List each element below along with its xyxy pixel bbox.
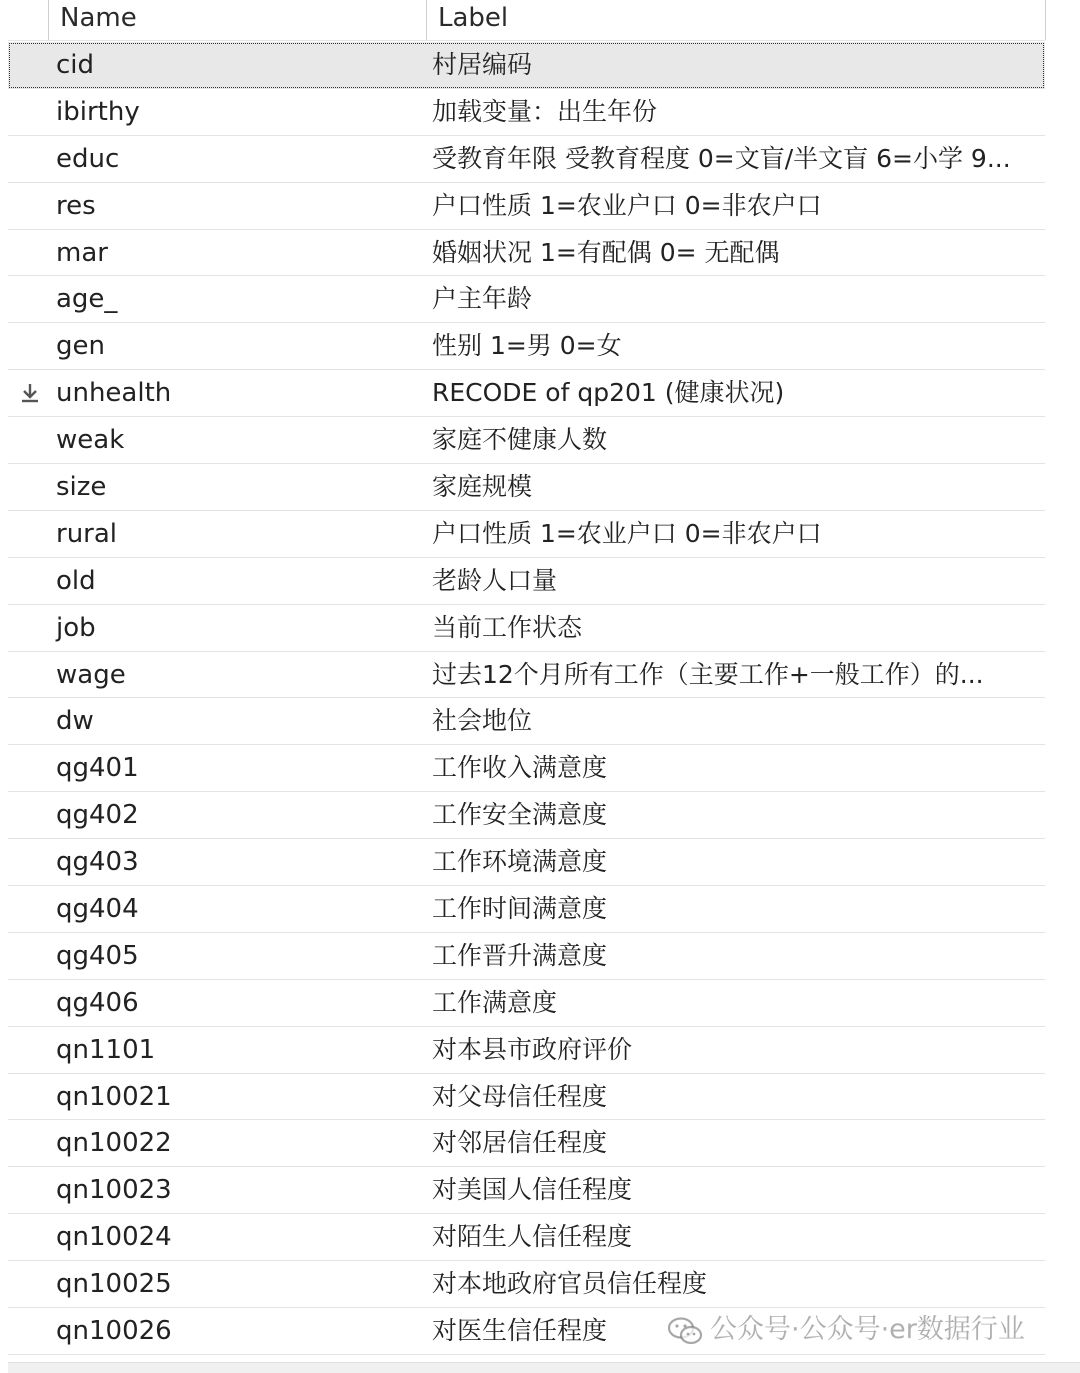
variable-row[interactable] (8, 886, 1045, 933)
variable-row[interactable] (8, 89, 1045, 136)
variable-label-cell[interactable]: 工作时间满意度 (432, 894, 608, 924)
variable-label-cell[interactable]: 加载变量：出生年份 (432, 96, 658, 126)
variable-label-cell[interactable]: 户口性质 1=农业户口 0=非农户口 (432, 518, 822, 548)
variable-label-cell[interactable]: 工作晋升满意度 (432, 940, 608, 970)
variable-row[interactable] (8, 1167, 1045, 1214)
variable-label-cell[interactable]: 家庭规模 (432, 472, 533, 502)
variable-name-cell[interactable]: qg406 (56, 987, 139, 1018)
header-right-border (1045, 0, 1046, 40)
variable-name-cell[interactable]: age_ (56, 284, 118, 315)
grid-header (8, 0, 1045, 41)
variable-row[interactable] (8, 230, 1045, 277)
variable-row[interactable] (8, 511, 1045, 558)
variable-label-cell[interactable]: 对医生信任程度 (432, 1316, 608, 1346)
variable-name-cell[interactable]: qg402 (56, 800, 139, 831)
variable-label-cell[interactable]: RECODE of qp201 (健康状况) (432, 378, 785, 408)
variable-label-cell[interactable]: 工作环境满意度 (432, 847, 608, 877)
variable-label-cell[interactable]: 户主年龄 (432, 284, 533, 314)
variable-name-cell[interactable]: old (56, 565, 96, 596)
variable-name-cell[interactable]: ibirthy (56, 96, 140, 127)
variable-row[interactable] (8, 42, 1045, 89)
variable-name-cell[interactable]: educ (56, 143, 120, 174)
variable-name-cell[interactable]: size (56, 472, 107, 503)
variable-name-cell[interactable]: job (56, 612, 96, 643)
variable-label-cell[interactable]: 性别 1=男 0=女 (432, 331, 622, 361)
variable-row[interactable] (8, 745, 1045, 792)
variable-name-cell[interactable]: qn10021 (56, 1081, 172, 1112)
variable-row[interactable] (8, 558, 1045, 605)
variable-name-cell[interactable]: res (56, 190, 96, 221)
variable-name-cell[interactable]: qn10022 (56, 1128, 172, 1159)
variable-row[interactable] (8, 417, 1045, 464)
variable-label-cell[interactable]: 对本县市政府评价 (432, 1034, 633, 1064)
variable-row[interactable] (8, 370, 1045, 417)
row-gutter (0, 42, 8, 1372)
variable-row[interactable] (8, 933, 1045, 980)
variable-name-cell[interactable]: qn10023 (56, 1175, 172, 1206)
variable-name-cell[interactable]: qg405 (56, 940, 139, 971)
variable-row[interactable] (8, 1074, 1045, 1121)
variable-name-cell[interactable]: qg404 (56, 894, 139, 925)
variable-label-cell[interactable]: 村居编码 (432, 50, 533, 79)
watermark-text: 公众号·公众号·er数据行业 (710, 1314, 1025, 1345)
variable-label-cell[interactable]: 家庭不健康人数 (432, 425, 608, 455)
variable-label-cell[interactable]: 老龄人口量 (432, 565, 558, 595)
horizontal-scrollbar[interactable] (8, 1362, 1080, 1373)
variable-name-cell[interactable]: mar (56, 237, 108, 268)
wechat-icon (668, 1317, 702, 1345)
header-divider[interactable] (426, 0, 427, 40)
download-arrow-icon (18, 381, 42, 405)
variable-row[interactable] (8, 323, 1045, 370)
variable-row[interactable] (8, 1261, 1045, 1308)
variable-row[interactable] (8, 136, 1045, 183)
variable-label-cell[interactable]: 户口性质 1=农业户口 0=非农户口 (432, 190, 822, 220)
variable-row[interactable] (8, 698, 1045, 745)
variable-label-cell[interactable]: 受教育年限 受教育程度 0=文盲/半文盲 6=小学 9... (432, 143, 1011, 173)
variable-name-cell[interactable]: qn10025 (56, 1269, 172, 1300)
variable-label-cell[interactable]: 工作收入满意度 (432, 753, 608, 783)
variable-rows (8, 42, 1045, 1355)
variable-row[interactable] (8, 652, 1045, 699)
variable-name-cell[interactable]: qn1101 (56, 1034, 156, 1065)
variable-label-cell[interactable]: 对本地政府官员信任程度 (432, 1269, 708, 1299)
variable-label-cell[interactable]: 当前工作状态 (432, 612, 583, 642)
variable-label-cell[interactable]: 工作满意度 (432, 987, 558, 1017)
variable-label-cell[interactable]: 工作安全满意度 (432, 800, 608, 830)
variable-name-cell[interactable]: wage (56, 659, 126, 690)
variable-row[interactable] (8, 792, 1045, 839)
variable-name-cell[interactable]: qg403 (56, 847, 139, 878)
variable-row[interactable] (8, 1027, 1045, 1074)
variable-row[interactable] (8, 605, 1045, 652)
variable-row[interactable] (8, 183, 1045, 230)
variable-label-cell[interactable]: 对陌生人信任程度 (432, 1222, 633, 1252)
variable-name-cell[interactable]: qg401 (56, 753, 139, 784)
variable-row[interactable] (8, 839, 1045, 886)
variable-label-cell[interactable]: 对美国人信任程度 (432, 1175, 633, 1205)
variable-name-cell[interactable]: dw (56, 706, 94, 737)
variable-name-cell[interactable]: gen (56, 331, 105, 362)
variable-row[interactable] (8, 980, 1045, 1027)
variable-row[interactable] (8, 276, 1045, 323)
column-header-name[interactable]: Name (60, 3, 137, 33)
variable-name-cell[interactable]: weak (56, 425, 125, 456)
header-divider[interactable] (48, 0, 49, 40)
variable-row[interactable] (8, 464, 1045, 511)
variable-label-cell[interactable]: 对父母信任程度 (432, 1081, 608, 1111)
column-header-label[interactable]: Label (438, 3, 509, 33)
variable-row[interactable] (8, 1120, 1045, 1167)
variable-label-cell[interactable]: 婚姻状况 1=有配偶 0= 无配偶 (432, 237, 780, 267)
variable-label-cell[interactable]: 对邻居信任程度 (432, 1128, 608, 1158)
variable-name-cell[interactable]: qn10024 (56, 1222, 172, 1253)
variable-name-cell[interactable]: unhealth (56, 378, 172, 409)
watermark (668, 1312, 1025, 1348)
variable-label-cell[interactable]: 社会地位 (432, 706, 533, 736)
variable-name-cell[interactable]: cid (56, 50, 95, 80)
variable-label-cell[interactable]: 过去12个月所有工作（主要工作+一般工作）的... (432, 659, 984, 689)
variable-row[interactable] (8, 1214, 1045, 1261)
variable-name-cell[interactable]: rural (56, 518, 118, 549)
variable-name-cell[interactable]: qn10026 (56, 1316, 172, 1347)
